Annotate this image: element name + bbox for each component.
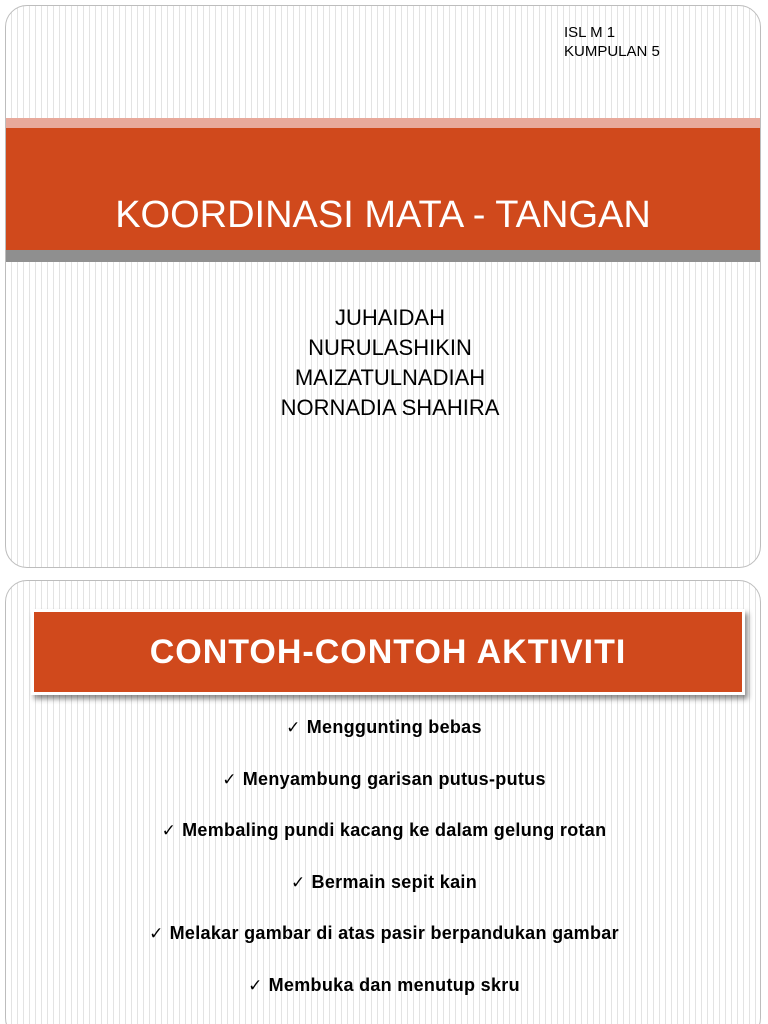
slide-title: KOORDINASI MATA - TANGAN: [115, 194, 651, 236]
member-name: MAIZATULNADIAH: [294, 365, 486, 390]
activity-label: Melakar gambar di atas pasir berpandukan gambar: [169, 923, 619, 943]
accent-band-top: [6, 118, 760, 128]
activity-label: Menggunting bebas: [306, 717, 482, 737]
list-item: [6, 819, 761, 871]
checkmark-icon: ✓: [248, 975, 263, 996]
member-name: NURULASHIKIN: [308, 335, 472, 360]
class-code-line-2: KUMPULAN 5: [564, 43, 660, 60]
list-item: [6, 871, 761, 923]
checkmark-icon: ✓: [161, 821, 177, 841]
member-name: NORNADIA SHAHIRA: [280, 395, 500, 420]
activity-label: Membaling pundi kacang ke dalam gelung rotan: [182, 820, 607, 840]
list-item: [6, 716, 761, 768]
checkmark-icon: ✓: [149, 924, 164, 944]
heading-box: [31, 609, 745, 695]
activities-slide: [5, 580, 761, 1024]
activity-list: [6, 716, 761, 1024]
class-code-line-1: ISL M 1: [564, 24, 616, 41]
member-name: JUHAIDAH: [334, 305, 445, 330]
title-slide: [5, 5, 761, 568]
slide-heading: CONTOH-CONTOH AKTIVITI: [149, 632, 627, 671]
checkmark-icon: ✓: [290, 872, 306, 893]
accent-band-bottom: [6, 250, 760, 262]
class-code: [564, 23, 660, 61]
activity-label: Menyambung garisan putus-putus: [242, 768, 546, 789]
checkmark-icon: ✓: [286, 718, 301, 738]
checkmark-icon: ✓: [222, 769, 237, 790]
activity-label: Membuka dan menutup skru: [268, 974, 520, 995]
list-item: [6, 768, 761, 820]
activity-label: Bermain sepit kain: [311, 871, 477, 892]
member-names: [6, 303, 761, 423]
list-item: [6, 974, 761, 1024]
list-item: [6, 922, 761, 974]
